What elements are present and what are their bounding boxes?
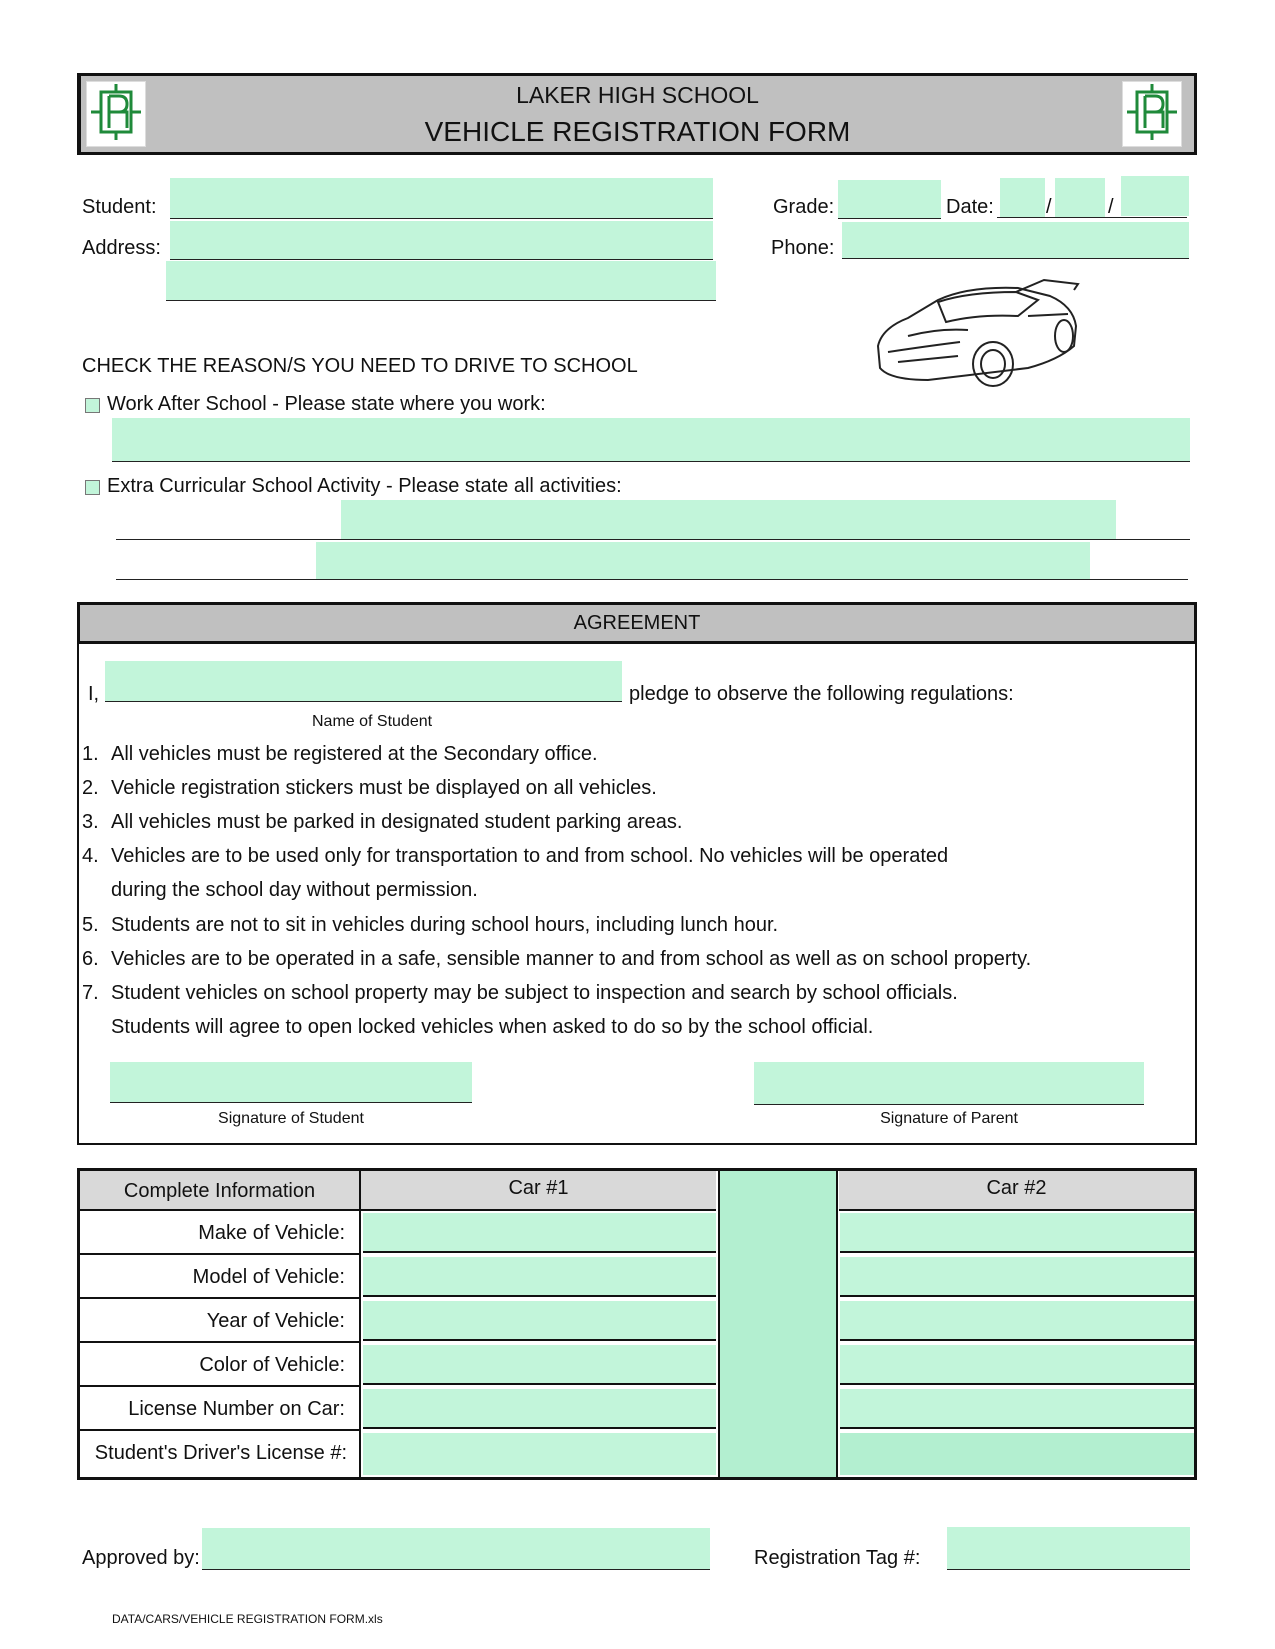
row-label: Make of Vehicle: [80,1211,361,1255]
activity-checkbox[interactable] [85,480,100,495]
rule-number: 2. [82,777,99,799]
car2-make-field[interactable] [840,1213,1194,1253]
row-label: Student's Driver's License #: [80,1431,361,1477]
work-checkbox[interactable] [85,398,100,413]
rule-text: Vehicle registration stickers must be displayed on all vehicles. [111,777,657,799]
student-signature-caption: Signature of Student [218,1110,364,1127]
date-underline [997,217,1187,218]
car2-year-field[interactable] [840,1301,1194,1341]
rule-text: Vehicles are to be used only for transportation to and from school. No vehicles will be operated [111,845,949,867]
rule-continuation: during the school day without permission. [111,879,478,901]
car1-model-field[interactable] [363,1257,716,1297]
rule-item [82,811,683,834]
activity-underline-1 [116,539,1190,540]
rule-text: All vehicles must be parked in designated student parking areas. [111,811,683,833]
rule-item [82,914,779,937]
rule-number: 6. [82,948,99,970]
rule-item [82,948,1032,971]
car2-model-field[interactable] [840,1257,1194,1297]
rule-item [82,845,949,868]
rule-continuation: Students will agree to open locked vehicles when asked to do so by the school official. [111,1016,874,1038]
registration-tag-label: Registration Tag #: [754,1547,921,1569]
rule-item [82,982,958,1005]
address-line2-field[interactable] [166,261,716,301]
date-month-field[interactable] [1000,178,1045,217]
table-row [80,1299,1194,1343]
pledge-suffix: pledge to observe the following regulations: [629,683,1014,705]
table-row [80,1343,1194,1387]
header-complete-info: Complete Information [80,1171,361,1211]
rule-item [82,777,657,800]
car2-color-field[interactable] [840,1345,1194,1385]
car2-license-plate-field[interactable] [840,1389,1194,1429]
rule-number: 4. [82,845,99,867]
date-separator: / [1108,196,1114,218]
car2-drivers-license-field[interactable] [840,1433,1194,1475]
parent-signature-field[interactable] [754,1062,1144,1105]
row-label: License Number on Car: [80,1387,361,1431]
car1-drivers-license-field[interactable] [363,1433,716,1475]
address-label: Address: [82,237,161,259]
table-row [80,1211,1194,1255]
pledge-student-name-field[interactable] [105,661,622,702]
rule-number: 1. [82,743,99,765]
rule-text: Vehicles are to be operated in a safe, sensible manner to and from school as well as on school property. [111,948,1032,970]
school-name: LAKER HIGH SCHOOL [516,82,759,108]
registration-tag-field[interactable] [947,1527,1190,1570]
work-label: Work After School - Please state where you work: [107,393,546,415]
table-row [80,1431,1194,1477]
rule-text: Students are not to sit in vehicles during school hours, including lunch hour. [111,914,779,936]
rule-text: Student vehicles on school property may be subject to inspection and search by school officials. [111,982,958,1004]
grade-label: Grade: [773,196,835,218]
form-header [77,73,1197,155]
student-name-field[interactable] [170,178,713,219]
phone-field[interactable] [842,222,1189,259]
student-signature-field[interactable] [110,1062,472,1103]
date-year-field[interactable] [1121,176,1189,216]
rule-number: 3. [82,811,99,833]
date-separator: / [1046,196,1052,218]
car1-year-field[interactable] [363,1301,716,1341]
rule-number: 7. [82,982,99,1004]
student-label: Student: [82,196,157,218]
date-label: Date: [946,196,994,218]
car1-license-plate-field[interactable] [363,1389,716,1429]
grade-field[interactable] [838,180,941,219]
header-car1: Car #1 [361,1171,716,1211]
address-line1-field[interactable] [170,221,713,260]
table-row [80,1387,1194,1431]
car1-color-field[interactable] [363,1345,716,1385]
activity-underline-2 [116,579,1188,580]
row-label: Model of Vehicle: [80,1255,361,1299]
sports-car-illustration [868,276,1088,402]
phone-label: Phone: [771,237,835,259]
approved-by-field[interactable] [202,1528,710,1570]
car1-make-field[interactable] [363,1213,716,1253]
file-path: DATA/CARS/VEHICLE REGISTRATION FORM.xls [112,1612,383,1626]
row-label: Year of Vehicle: [80,1299,361,1343]
header-car2: Car #2 [839,1171,1194,1211]
pledge-prefix: I, [88,683,100,705]
activity-label: Extra Curricular School Activity - Please state all activities: [107,475,622,497]
vehicle-table [77,1168,1197,1480]
reasons-heading: CHECK THE REASON/S YOU NEED TO DRIVE TO SCHOOL [82,355,638,377]
parent-signature-caption: Signature of Parent [880,1110,1018,1127]
row-label: Color of Vehicle: [80,1343,361,1387]
vehicle-rows [80,1211,1194,1477]
approved-label: Approved by: [82,1547,200,1569]
date-day-field[interactable] [1055,178,1105,217]
name-caption: Name of Student [312,713,433,730]
form-title: VEHICLE REGISTRATION FORM [424,116,851,147]
rule-text: All vehicles must be registered at the Secondary office. [111,743,598,765]
rule-number: 5. [82,914,99,936]
work-location-field[interactable] [112,418,1190,462]
agreement-title: AGREEMENT [77,602,1197,644]
school-logo-right [1122,81,1182,147]
rule-item [82,743,598,766]
activity-field-2[interactable] [316,542,1090,579]
table-row [80,1255,1194,1299]
activity-field-1[interactable] [341,500,1116,539]
